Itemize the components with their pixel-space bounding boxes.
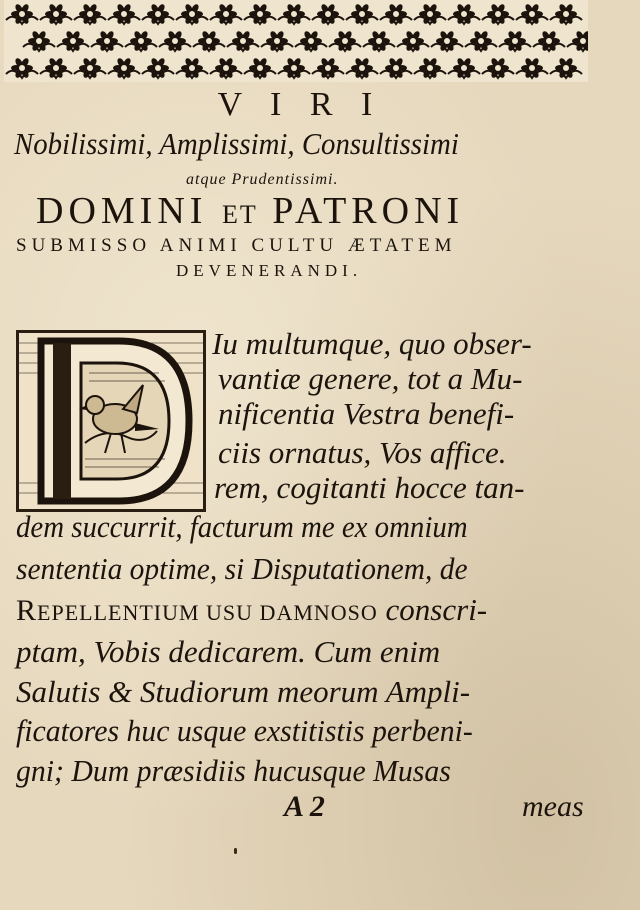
body-line-2: vantiæ genere, tot a Mu- xyxy=(218,361,523,396)
patrons-part1: DOMINI xyxy=(36,190,208,232)
body-line-6: dem succurrit, facturum me ex omnium xyxy=(16,509,468,544)
body-line-5: rem, cogitanti hocce tan- xyxy=(214,470,525,505)
body-line-11: ficatores huc usque exstitistis perbeni- xyxy=(16,713,473,748)
body-line-10: Salutis & Studiorum meorum Ampli- xyxy=(16,674,471,709)
patrons-part2: PATRONI xyxy=(272,190,465,232)
decorated-initial-with-bird-icon xyxy=(19,333,203,509)
dedication-line-2: DEVENERANDI. xyxy=(176,261,363,280)
floral-ornament-icon xyxy=(4,0,588,82)
body-line-8-tail: conscri- xyxy=(385,592,488,627)
connector-line: atque Prudentissimi. xyxy=(186,171,339,188)
body-line-9: ptam, Vobis dedicarem. Cum enim xyxy=(16,634,441,669)
body-line-8 xyxy=(16,594,487,626)
patrons-et: ET xyxy=(221,200,258,229)
epithets-line: Nobilissimi, Amplissimi, Consultissimi xyxy=(14,126,459,161)
body-line-1: Iu multumque, quo obser- xyxy=(212,326,532,361)
page-title: V I R I xyxy=(217,86,383,123)
body-line-4: ciis ornatus, Vos affice. xyxy=(218,435,507,470)
dedication-line-1: SUBMISSO ANIMI CULTU ÆTATEM xyxy=(16,235,457,256)
patrons-line xyxy=(36,192,464,230)
catchword: meas xyxy=(522,790,584,823)
body-line-3: nificentia Vestra benefi- xyxy=(218,396,515,431)
repellentium-initial: R xyxy=(16,594,38,627)
repellentium-rest: EPELLENTIUM USU DAMNOSO xyxy=(37,600,378,625)
ink-speck xyxy=(234,848,237,854)
body-line-7: sententia optime, si Disputationem, de xyxy=(16,551,468,586)
body-line-12: gni; Dum præsidiis hucusque Musas xyxy=(16,753,451,788)
decorated-initial xyxy=(16,330,206,512)
repellentium-title xyxy=(16,594,378,627)
signature-mark: A 2 xyxy=(284,790,325,823)
ornamental-header-band xyxy=(4,0,588,82)
